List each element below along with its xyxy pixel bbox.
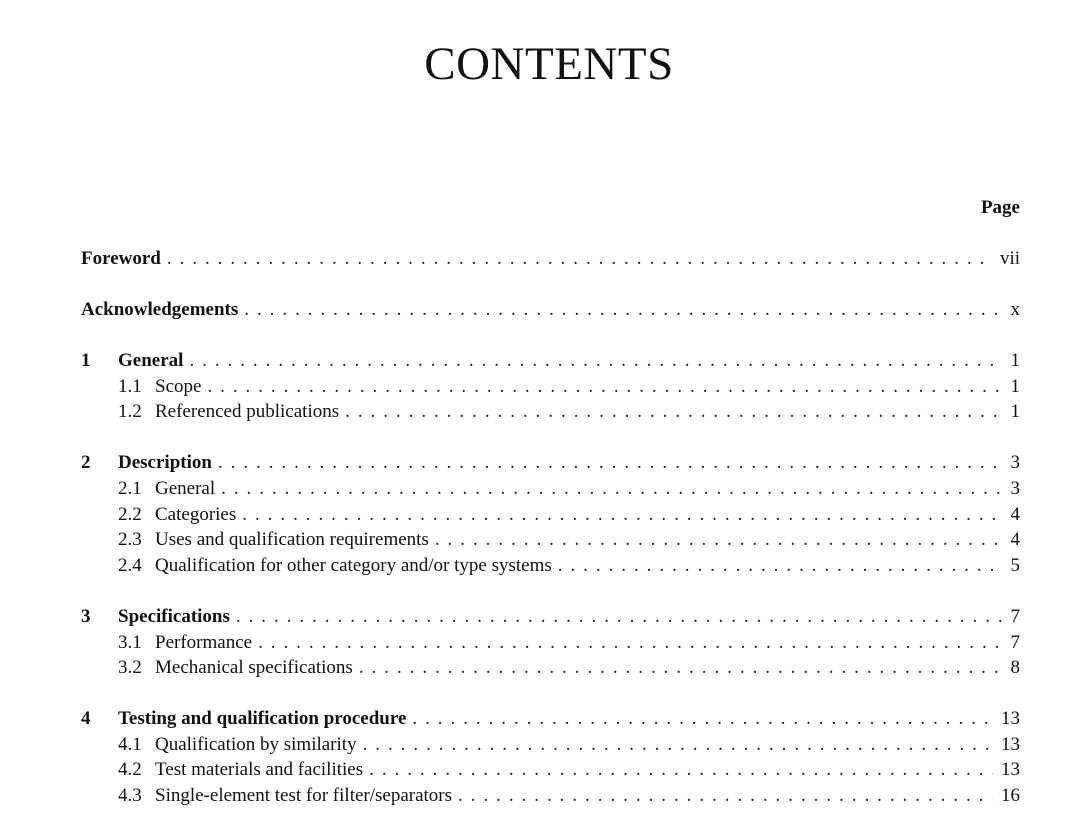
dot-leader [435, 529, 1003, 551]
toc-entry-page: 4 [1010, 529, 1020, 550]
dot-leader [363, 734, 993, 756]
toc-entry-number: 4 [81, 708, 91, 729]
toc-entry-page: 13 [1001, 734, 1020, 755]
toc-subsection-3-1[interactable] [118, 632, 1020, 654]
toc-entry-page: 8 [1010, 657, 1020, 678]
toc-subsection-2-3[interactable] [118, 529, 1020, 551]
toc-entry-page: 3 [1010, 478, 1020, 499]
toc-section-3[interactable] [81, 606, 1020, 628]
toc-section-1[interactable] [81, 350, 1020, 372]
toc-entry-number: 2.1 [118, 478, 142, 499]
toc-entry-page: 1 [1010, 350, 1020, 371]
toc-entry-acknowledgements[interactable] [81, 299, 1020, 321]
toc-entry-page: 13 [1001, 759, 1020, 780]
toc-entry-number: 3 [81, 606, 91, 627]
toc-entry-number: 4.2 [118, 759, 142, 780]
toc-entry-page: x [1010, 299, 1020, 320]
toc-entry-number: 2.3 [118, 529, 142, 550]
toc-section-2[interactable] [81, 452, 1020, 474]
dot-leader [258, 632, 1002, 654]
toc-entry-page: 16 [1001, 785, 1020, 806]
toc-entry-label: Mechanical specifications [155, 657, 353, 678]
dot-leader [359, 657, 1003, 679]
toc-entry-label: Single-element test for filter/separators [155, 785, 453, 806]
toc-entry-page: vii [999, 248, 1020, 269]
toc-section-4[interactable] [81, 708, 1020, 730]
page-column-heading: Page [980, 197, 1020, 218]
dot-leader [218, 452, 1003, 474]
toc-entry-label: Categories [155, 504, 237, 525]
toc-entry-number: 1.2 [118, 401, 142, 422]
toc-entry-label: Scope [155, 376, 202, 397]
toc-subsection-2-1[interactable] [118, 478, 1020, 500]
toc-entry-label: Testing and qualification procedure [118, 708, 407, 729]
page-title: CONTENTS [424, 38, 674, 90]
toc-subsection-3-2[interactable] [118, 657, 1020, 679]
toc-subsection-2-4[interactable] [118, 555, 1020, 577]
toc-entry-label: Qualification by similarity [155, 734, 357, 755]
toc-entry-page: 13 [1001, 708, 1020, 729]
toc-entry-label: Specifications [118, 606, 230, 627]
toc-entry-page: 1 [1010, 376, 1020, 397]
toc-entry-page: 3 [1010, 452, 1020, 473]
dot-leader [244, 299, 1002, 321]
toc-subsection-4-2[interactable] [118, 759, 1020, 781]
dot-leader [345, 401, 1002, 423]
toc-entry-number: 2.4 [118, 555, 142, 576]
toc-entry-number: 2.2 [118, 504, 142, 525]
toc-entry-page: 5 [1010, 555, 1020, 576]
toc-entry-label: Qualification for other category and/or type systems [155, 555, 552, 576]
toc-entry-foreword[interactable] [81, 248, 1020, 270]
dot-leader [558, 555, 1003, 577]
toc-entry-label: Referenced publications [155, 401, 340, 422]
toc-entry-page: 1 [1010, 401, 1020, 422]
toc-entry-number: 4.3 [118, 785, 142, 806]
dot-leader [242, 504, 1002, 526]
dot-leader [189, 350, 1002, 372]
toc-subsection-4-3[interactable] [118, 785, 1020, 807]
toc-subsection-4-1[interactable] [118, 734, 1020, 756]
toc-entry-label: General [118, 350, 184, 371]
toc-entry-number: 3.1 [118, 632, 142, 653]
toc-entry-page: 7 [1010, 632, 1020, 653]
toc-subsection-1-2[interactable] [118, 401, 1020, 423]
toc-entry-page: 7 [1010, 606, 1020, 627]
toc-entry-page: 4 [1010, 504, 1020, 525]
dot-leader [369, 759, 993, 781]
toc-subsection-2-2[interactable] [118, 504, 1020, 526]
dot-leader [236, 606, 1003, 628]
toc-entry-number: 3.2 [118, 657, 142, 678]
dot-leader [207, 376, 1002, 398]
toc-entry-number: 4.1 [118, 734, 142, 755]
toc-entry-label: Performance [155, 632, 253, 653]
toc-entry-label: Test materials and facilities [155, 759, 364, 780]
toc-subsection-1-1[interactable] [118, 376, 1020, 398]
toc-entry-label: Description [118, 452, 212, 473]
toc-entry-number: 1.1 [118, 376, 142, 397]
dot-leader [458, 785, 993, 807]
dot-leader [412, 708, 993, 730]
toc-entry-label: Acknowledgements [81, 299, 239, 320]
toc-entry-label: Uses and qualification requirements [155, 529, 429, 550]
dot-leader [167, 248, 992, 270]
toc-entry-number: 1 [81, 350, 91, 371]
dot-leader [221, 478, 1002, 500]
toc-entry-number: 2 [81, 452, 91, 473]
toc-entry-label: Foreword [81, 248, 161, 269]
toc-entry-label: General [155, 478, 216, 499]
